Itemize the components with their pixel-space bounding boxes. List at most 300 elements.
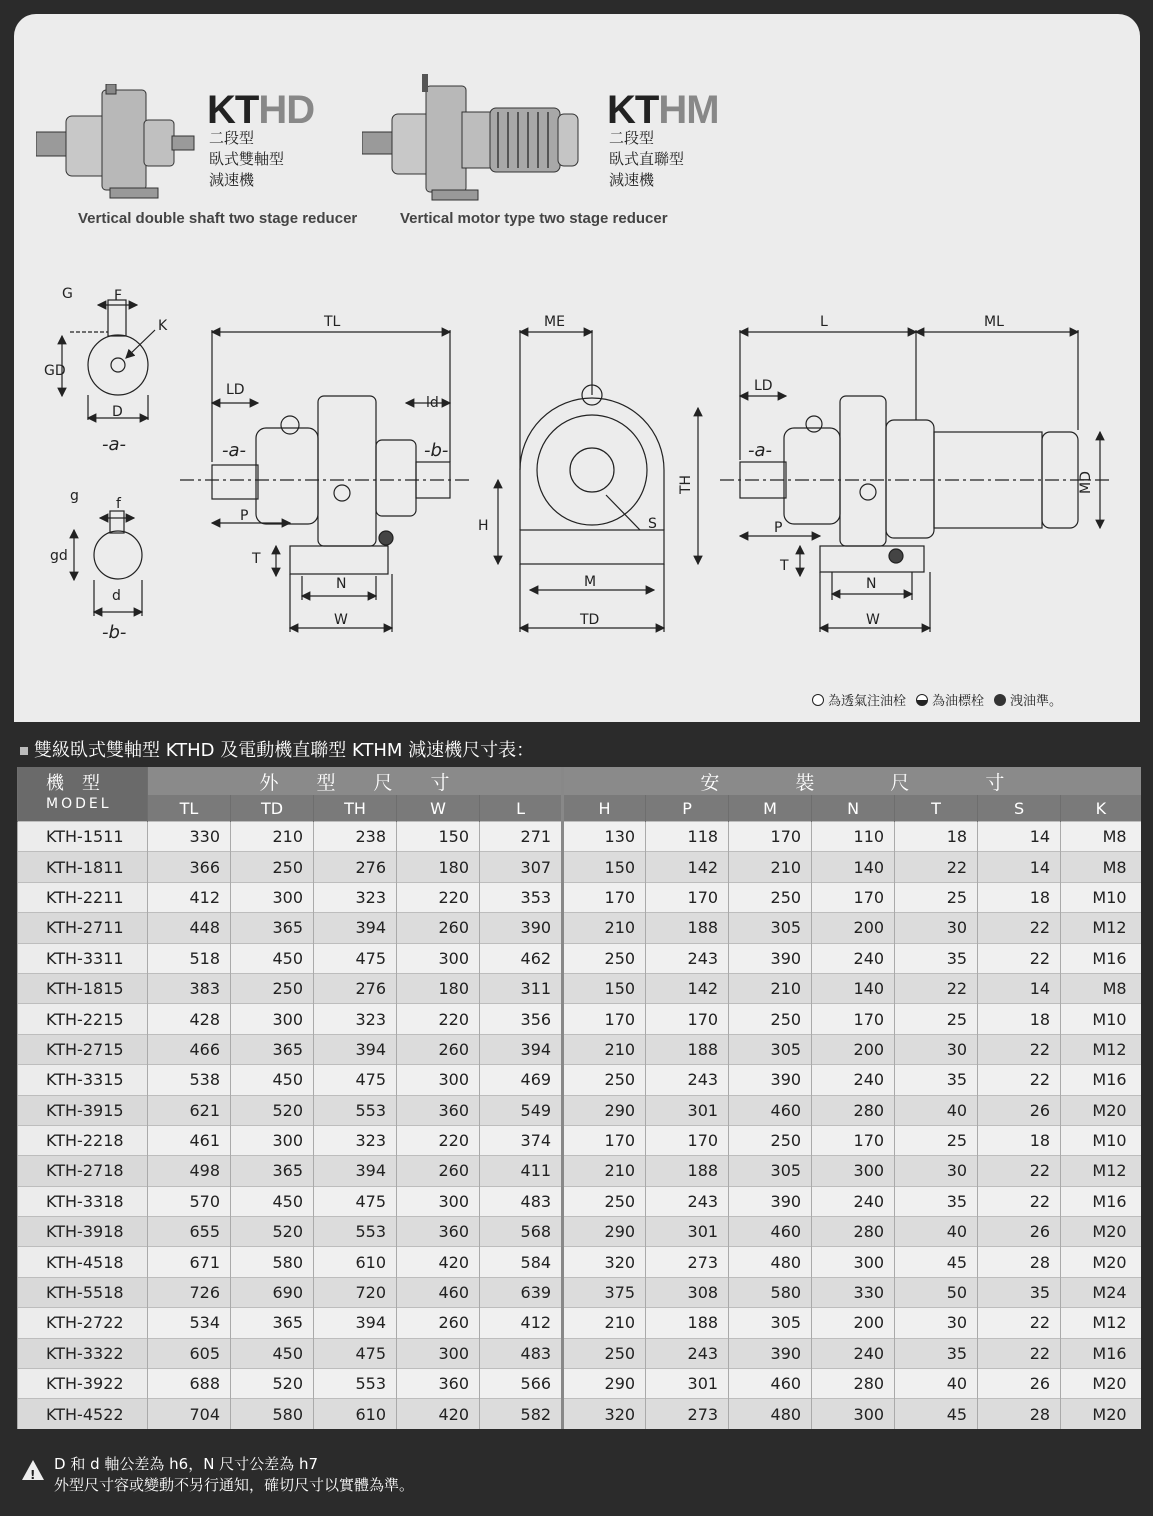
table-cell: 450 (231, 943, 314, 973)
label-TL: TL (324, 314, 341, 330)
model-cell: KTH-3322 (18, 1338, 148, 1368)
table-row (18, 1338, 1141, 1368)
legend-gauge: 為油標栓 (932, 694, 985, 709)
table-cell: 475 (314, 1186, 397, 1216)
oil-gauge-icon (916, 694, 928, 706)
column-header-TD: TD (231, 795, 314, 822)
table-cell: M20 (1061, 1369, 1141, 1399)
table-cell: 301 (646, 1095, 729, 1125)
table-cell: 260 (397, 1156, 480, 1186)
table-cell: 150 (563, 973, 646, 1003)
table-cell: M10 (1061, 1004, 1141, 1034)
table-cell: 210 (563, 1156, 646, 1186)
label-N-m: N (866, 576, 877, 592)
table-cell: 366 (148, 852, 231, 882)
table-cell: 320 (563, 1247, 646, 1277)
table-cell: 307 (480, 852, 563, 882)
table-cell: 520 (231, 1217, 314, 1247)
label-TD: TD (580, 612, 600, 628)
label-gd: gd (50, 548, 68, 564)
label-W-m: W (866, 612, 880, 628)
label-N: N (336, 576, 347, 592)
column-header-M: M (729, 795, 812, 822)
table-cell: 300 (231, 1004, 314, 1034)
table-cell: 420 (397, 1399, 480, 1429)
table-cell: 360 (397, 1095, 480, 1125)
table-cell: 538 (148, 1065, 231, 1095)
table-cell: 22 (978, 1186, 1061, 1216)
table-cell: 580 (231, 1399, 314, 1429)
table-cell: 320 (563, 1399, 646, 1429)
table-cell: 360 (397, 1217, 480, 1247)
label-a-motor: -a- (748, 440, 773, 461)
table-cell: 110 (812, 822, 895, 852)
table-row (18, 822, 1141, 852)
drain-plug-icon (994, 694, 1006, 706)
symbol-legend (812, 690, 1062, 709)
table-cell: 610 (314, 1399, 397, 1429)
table-cell: 240 (812, 1338, 895, 1368)
label-a-side: -a- (222, 440, 247, 461)
table-cell: 170 (646, 882, 729, 912)
model-cell: KTH-3922 (18, 1369, 148, 1399)
table-cell: 720 (314, 1277, 397, 1307)
table-cell: 655 (148, 1217, 231, 1247)
table-cell: 390 (729, 1338, 812, 1368)
table-cell: 520 (231, 1369, 314, 1399)
label-LD: LD (226, 382, 245, 398)
table-cell: 300 (231, 882, 314, 912)
column-header-P: P (646, 795, 729, 822)
table-cell: 188 (646, 913, 729, 943)
table-cell: M16 (1061, 1065, 1141, 1095)
table-cell: 22 (978, 1065, 1061, 1095)
table-cell: 273 (646, 1247, 729, 1277)
table-cell: 365 (231, 1308, 314, 1338)
table-cell: 300 (812, 1156, 895, 1186)
table-cell: 305 (729, 913, 812, 943)
table-cell: 498 (148, 1156, 231, 1186)
table-cell: 188 (646, 1156, 729, 1186)
table-cell: M12 (1061, 1034, 1141, 1064)
model-cell: KTH-4518 (18, 1247, 148, 1277)
table-cell: 412 (480, 1308, 563, 1338)
label-W: W (334, 612, 348, 628)
table-cell: 394 (314, 1308, 397, 1338)
table-cell: 300 (231, 1125, 314, 1155)
table-cell: 301 (646, 1217, 729, 1247)
table-cell: M24 (1061, 1277, 1141, 1307)
table-cell: 580 (729, 1277, 812, 1307)
note-tolerance: D 和 d 軸公差為 h6，N 尺寸公差為 h7 (54, 1455, 319, 1473)
label-G: G (62, 286, 73, 302)
table-cell: 22 (978, 1034, 1061, 1064)
table-cell: 323 (314, 882, 397, 912)
table-cell: 210 (231, 822, 314, 852)
table-cell: 301 (646, 1369, 729, 1399)
table-cell: M8 (1061, 822, 1141, 852)
table-cell: 375 (563, 1277, 646, 1307)
table-cell: 394 (480, 1034, 563, 1064)
table-cell: 461 (148, 1125, 231, 1155)
table-cell: 276 (314, 852, 397, 882)
legend-drain: 洩油準。 (1010, 694, 1063, 709)
table-cell: 22 (978, 943, 1061, 973)
table-row (18, 1247, 1141, 1277)
table-cell: 250 (729, 882, 812, 912)
table-row (18, 1369, 1141, 1399)
table-cell: 305 (729, 1308, 812, 1338)
table-cell: 311 (480, 973, 563, 1003)
table-cell: 412 (148, 882, 231, 912)
table-cell: 28 (978, 1399, 1061, 1429)
table-cell: 35 (895, 1186, 978, 1216)
label-S: S (648, 516, 657, 532)
table-cell: 45 (895, 1399, 978, 1429)
label-MD: MD (1078, 471, 1094, 494)
table-cell: 280 (812, 1217, 895, 1247)
model-cell: KTH-2715 (18, 1034, 148, 1064)
model-cell: KTH-4522 (18, 1399, 148, 1429)
table-cell: 188 (646, 1308, 729, 1338)
table-cell: 210 (563, 913, 646, 943)
label-g: g (70, 488, 79, 504)
table-cell: 243 (646, 943, 729, 973)
table-cell: 460 (397, 1277, 480, 1307)
model-cell: KTH-1811 (18, 852, 148, 882)
table-cell: 18 (978, 1004, 1061, 1034)
table-cell: 462 (480, 943, 563, 973)
table-cell: 704 (148, 1399, 231, 1429)
table-cell: 140 (812, 852, 895, 882)
table-cell: 610 (314, 1247, 397, 1277)
table-cell: 28 (978, 1247, 1061, 1277)
table-cell: 300 (812, 1247, 895, 1277)
table-cell: 210 (729, 852, 812, 882)
table-cell: 250 (231, 973, 314, 1003)
table-cell: 26 (978, 1369, 1061, 1399)
table-cell: 390 (729, 1065, 812, 1095)
table-cell: 549 (480, 1095, 563, 1125)
table-cell: 383 (148, 973, 231, 1003)
column-header-S: S (978, 795, 1061, 822)
kthd-english-name: Vertical double shaft two stage reducer (78, 210, 358, 227)
label-K: K (158, 318, 168, 334)
label-b-detail: -b- (102, 622, 127, 643)
table-cell: 243 (646, 1186, 729, 1216)
table-cell: 210 (563, 1308, 646, 1338)
table-cell: 621 (148, 1095, 231, 1125)
table-cell: 475 (314, 943, 397, 973)
label-ME: ME (544, 314, 565, 330)
table-cell: 40 (895, 1095, 978, 1125)
column-header-T: T (895, 795, 978, 822)
table-cell: 300 (397, 1065, 480, 1095)
table-cell: 240 (812, 1186, 895, 1216)
table-cell: 300 (397, 1186, 480, 1216)
outer-dimensions-header: 外 型 尺 寸 (148, 767, 563, 795)
table-cell: 14 (978, 822, 1061, 852)
table-cell: 170 (812, 1125, 895, 1155)
table-cell: 170 (646, 1004, 729, 1034)
table-cell: 243 (646, 1338, 729, 1368)
table-cell: 394 (314, 913, 397, 943)
table-cell: 568 (480, 1217, 563, 1247)
table-cell: 22 (895, 973, 978, 1003)
table-cell: 365 (231, 1034, 314, 1064)
table-cell: 365 (231, 913, 314, 943)
label-d: d (112, 588, 121, 604)
table-cell: 22 (895, 852, 978, 882)
table-cell: 330 (812, 1277, 895, 1307)
column-header-K: K (1061, 795, 1141, 822)
warning-icon: ! (22, 1460, 44, 1480)
table-cell: 220 (397, 1004, 480, 1034)
table-row (18, 943, 1141, 973)
table-cell: 420 (397, 1247, 480, 1277)
table-cell: M20 (1061, 1217, 1141, 1247)
table-cell: 450 (231, 1338, 314, 1368)
table-cell: 180 (397, 973, 480, 1003)
legend-vent: 為透氣注油栓 (828, 694, 907, 709)
label-P: P (240, 508, 249, 524)
table-row (18, 1217, 1141, 1247)
label-LD-m: LD (754, 378, 773, 394)
table-cell: 30 (895, 1156, 978, 1186)
label-T: T (252, 551, 261, 567)
table-cell: 390 (729, 1186, 812, 1216)
table-row (18, 1095, 1141, 1125)
table-cell: 130 (563, 822, 646, 852)
model-cell: KTH-2211 (18, 882, 148, 912)
column-header-L: L (480, 795, 563, 822)
table-cell: 553 (314, 1095, 397, 1125)
table-cell: 582 (480, 1399, 563, 1429)
table-cell: 40 (895, 1217, 978, 1247)
table-cell: 466 (148, 1034, 231, 1064)
table-cell: 250 (563, 943, 646, 973)
table-cell: 150 (397, 822, 480, 852)
table-cell: 566 (480, 1369, 563, 1399)
table-cell: 580 (231, 1247, 314, 1277)
table-cell: 250 (729, 1004, 812, 1034)
table-cell: 639 (480, 1277, 563, 1307)
section-title: 雙級臥式雙軸型 KTHD 及電動機直聯型 KTHM 減速機尺寸表： (20, 736, 534, 762)
model-cell: KTH-2711 (18, 913, 148, 943)
table-row (18, 882, 1141, 912)
table-cell: 142 (646, 973, 729, 1003)
table-cell: M12 (1061, 913, 1141, 943)
table-cell: 22 (978, 1308, 1061, 1338)
label-f: f (116, 496, 121, 512)
table-cell: 353 (480, 882, 563, 912)
table-row (18, 852, 1141, 882)
table-cell: 356 (480, 1004, 563, 1034)
table-cell: 280 (812, 1369, 895, 1399)
table-cell: 260 (397, 1308, 480, 1338)
table-row (18, 1125, 1141, 1155)
table-cell: 584 (480, 1247, 563, 1277)
kthd-description: 二段型 臥式雙軸型 減速機 (209, 129, 285, 189)
table-cell: 30 (895, 1034, 978, 1064)
model-cell: KTH-1815 (18, 973, 148, 1003)
table-cell: 22 (978, 913, 1061, 943)
table-cell: 323 (314, 1125, 397, 1155)
label-GD: GD (44, 363, 66, 379)
table-cell: 210 (563, 1034, 646, 1064)
table-cell: M8 (1061, 852, 1141, 882)
table-cell: 374 (480, 1125, 563, 1155)
table-cell: 18 (895, 822, 978, 852)
model-cell: KTH-3918 (18, 1217, 148, 1247)
table-cell: 35 (895, 943, 978, 973)
model-cell: KTH-3318 (18, 1186, 148, 1216)
table-cell: 220 (397, 1125, 480, 1155)
table-cell: 688 (148, 1369, 231, 1399)
table-cell: M20 (1061, 1095, 1141, 1125)
table-cell: 475 (314, 1065, 397, 1095)
table-cell: 605 (148, 1338, 231, 1368)
table-cell: M12 (1061, 1308, 1141, 1338)
table-cell: 170 (812, 1004, 895, 1034)
model-cell: KTH-2718 (18, 1156, 148, 1186)
table-cell: 300 (812, 1399, 895, 1429)
column-header-N: N (812, 795, 895, 822)
table-cell: 18 (978, 1125, 1061, 1155)
table-cell: 273 (646, 1399, 729, 1429)
table-cell: M20 (1061, 1247, 1141, 1277)
model-cell: KTH-3915 (18, 1095, 148, 1125)
table-cell: 290 (563, 1217, 646, 1247)
table-cell: 250 (563, 1186, 646, 1216)
table-cell: 305 (729, 1156, 812, 1186)
table-cell: M16 (1061, 1186, 1141, 1216)
table-row (18, 1186, 1141, 1216)
table-cell: 428 (148, 1004, 231, 1034)
table-cell: 243 (646, 1065, 729, 1095)
model-cell: KTH-2722 (18, 1308, 148, 1338)
table-cell: 22 (978, 1338, 1061, 1368)
table-cell: 300 (397, 943, 480, 973)
dimension-table (17, 767, 1141, 1429)
table-cell: 394 (314, 1156, 397, 1186)
table-cell: M10 (1061, 882, 1141, 912)
table-cell: 360 (397, 1369, 480, 1399)
model-cell: KTH-2218 (18, 1125, 148, 1155)
label-b-side: -b- (424, 440, 449, 461)
table-cell: 290 (563, 1369, 646, 1399)
label-a-detail: -a- (102, 434, 127, 455)
table-cell: 553 (314, 1369, 397, 1399)
table-cell: 305 (729, 1034, 812, 1064)
table-cell: 14 (978, 852, 1061, 882)
column-header-W: W (397, 795, 480, 822)
table-cell: 390 (480, 913, 563, 943)
table-row (18, 1065, 1141, 1095)
label-ML: ML (984, 314, 1004, 330)
table-row (18, 1156, 1141, 1186)
installation-dimensions-header: 安 裝 尺 寸 (563, 767, 1141, 795)
table-cell: 25 (895, 1004, 978, 1034)
notes (22, 1454, 414, 1496)
table-cell: 450 (231, 1186, 314, 1216)
table-cell: 276 (314, 973, 397, 1003)
table-cell: 200 (812, 913, 895, 943)
table-cell: 534 (148, 1308, 231, 1338)
table-cell: 170 (563, 1004, 646, 1034)
model-cell: KTH-3315 (18, 1065, 148, 1095)
table-cell: 475 (314, 1338, 397, 1368)
table-cell: 250 (563, 1065, 646, 1095)
table-cell: 200 (812, 1034, 895, 1064)
kthd-illustration (36, 84, 196, 204)
table-cell: 35 (895, 1338, 978, 1368)
vent-plug-icon (812, 694, 824, 706)
label-L: L (820, 314, 828, 330)
table-cell: 250 (231, 852, 314, 882)
label-H: H (478, 518, 489, 534)
table-row (18, 913, 1141, 943)
table-row (18, 1399, 1141, 1429)
table-row (18, 1034, 1141, 1064)
table-cell: 210 (729, 973, 812, 1003)
table-cell: 26 (978, 1095, 1061, 1125)
table-cell: 30 (895, 1308, 978, 1338)
table-cell: 170 (812, 882, 895, 912)
technical-drawings (0, 270, 1153, 650)
column-header-TH: TH (314, 795, 397, 822)
table-cell: 118 (646, 822, 729, 852)
table-cell: 390 (729, 943, 812, 973)
table-cell: 480 (729, 1247, 812, 1277)
label-T-m: T (780, 558, 789, 574)
table-cell: 45 (895, 1247, 978, 1277)
kthd-title: KTHD (207, 88, 315, 132)
table-cell: 394 (314, 1034, 397, 1064)
kthm-description: 二段型 臥式直聯型 減速機 (609, 129, 685, 189)
table-cell: 240 (812, 1065, 895, 1095)
table-cell: 290 (563, 1095, 646, 1125)
table-cell: 220 (397, 882, 480, 912)
table-cell: 520 (231, 1095, 314, 1125)
table-cell: 240 (812, 943, 895, 973)
table-cell: 18 (978, 882, 1061, 912)
table-cell: 35 (895, 1065, 978, 1095)
table-cell: 22 (978, 1156, 1061, 1186)
table-cell: 323 (314, 1004, 397, 1034)
table-cell: 460 (729, 1369, 812, 1399)
table-cell: 170 (563, 1125, 646, 1155)
table-cell: 411 (480, 1156, 563, 1186)
table-row (18, 1277, 1141, 1307)
table-cell: 330 (148, 822, 231, 852)
table-cell: 271 (480, 822, 563, 852)
column-header-TL: TL (148, 795, 231, 822)
table-cell: 300 (397, 1338, 480, 1368)
kthm-illustration (362, 74, 582, 204)
table-cell: 238 (314, 822, 397, 852)
kthm-english-name: Vertical motor type two stage reducer (400, 210, 668, 227)
table-cell: M12 (1061, 1156, 1141, 1186)
table-cell: M16 (1061, 943, 1141, 973)
table-cell: M20 (1061, 1399, 1141, 1429)
table-cell: 365 (231, 1156, 314, 1186)
table-cell: 35 (978, 1277, 1061, 1307)
kthm-title: KTHM (607, 88, 719, 132)
table-cell: 690 (231, 1277, 314, 1307)
table-cell: 460 (729, 1095, 812, 1125)
table-cell: 553 (314, 1217, 397, 1247)
